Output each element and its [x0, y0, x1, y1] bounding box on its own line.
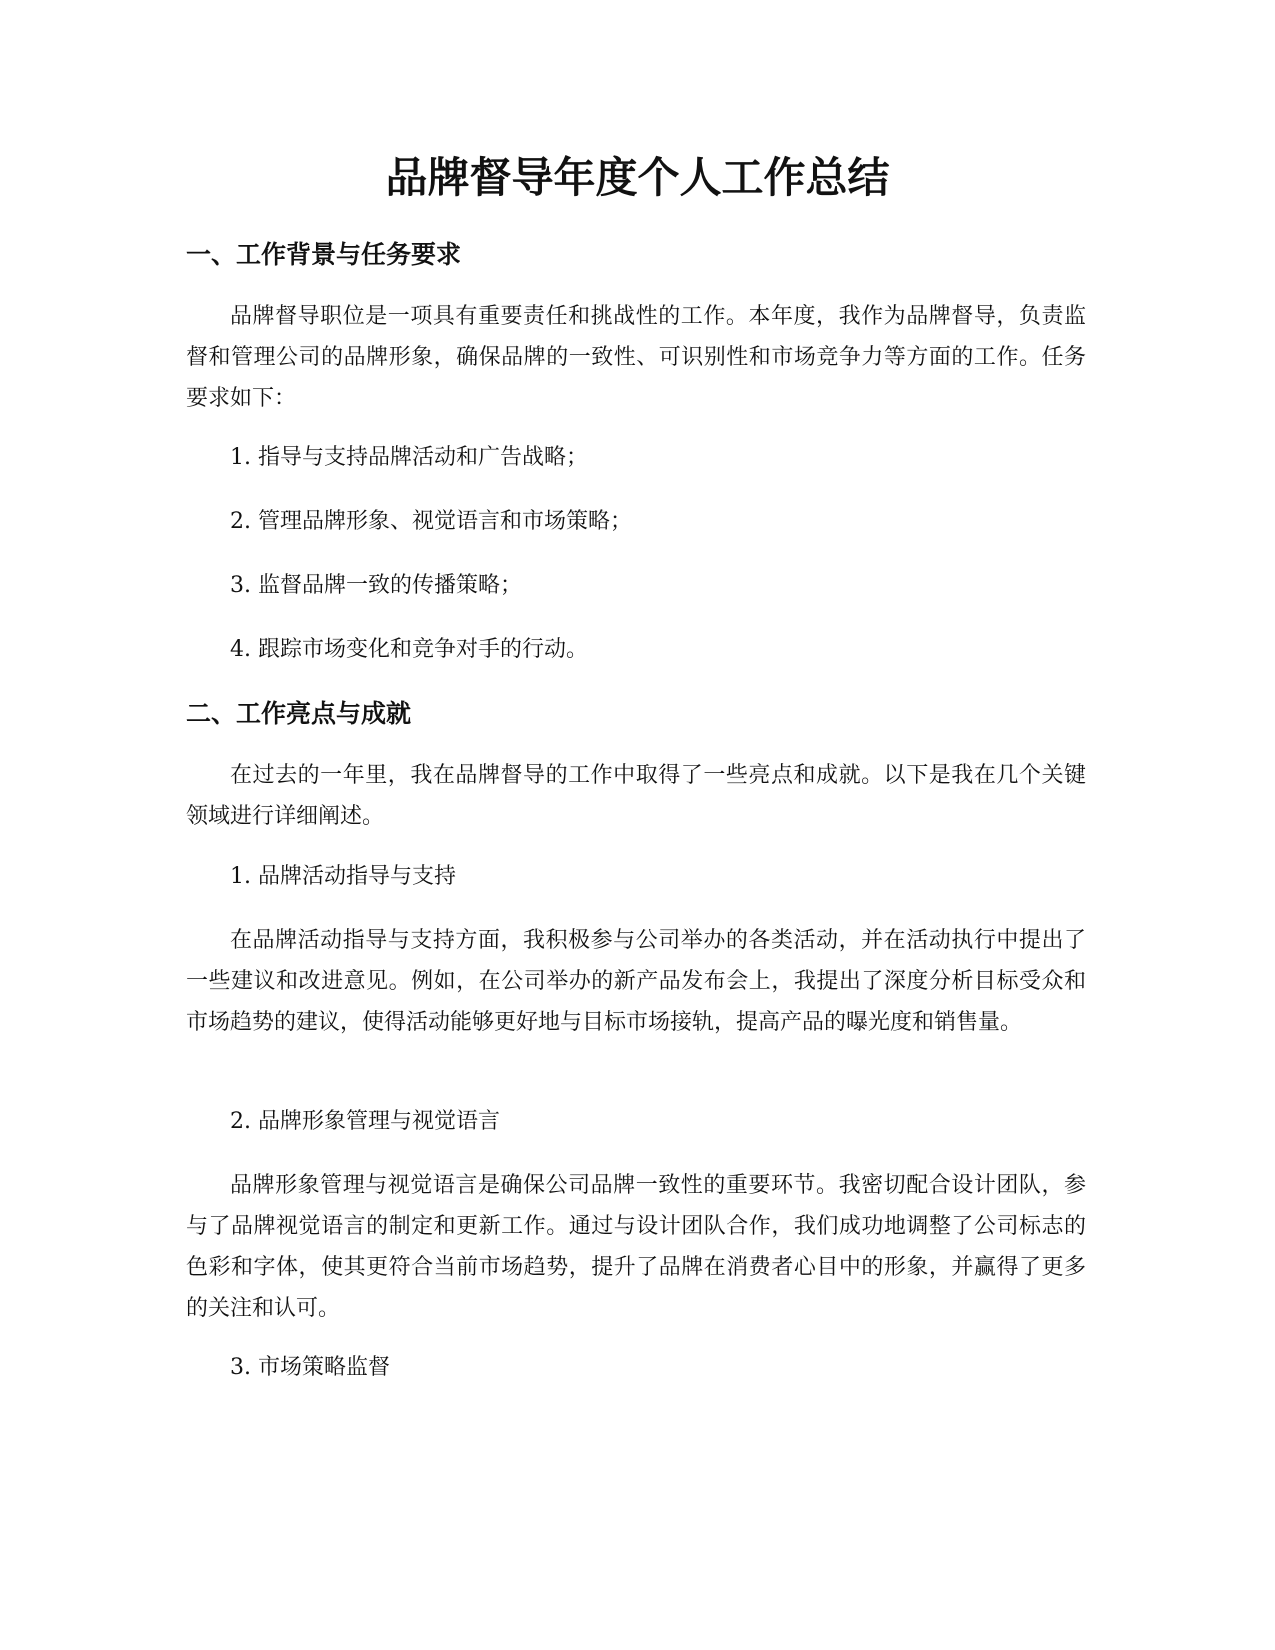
- achievements-intro-paragraph: 在过去的一年里，我在品牌督导的工作中取得了一些亮点和成就。以下是我在几个关键领域进行详细阐述。: [186, 763, 1086, 829]
- section-heading-background: 一、工作背景与任务要求: [186, 240, 462, 269]
- subsection-title-brand-activity: 1. 品牌活动指导与支持: [230, 864, 456, 889]
- task-item-1: 1. 指导与支持品牌活动和广告战略；: [230, 445, 588, 470]
- section-intro-paragraph: 品牌督导职位是一项具有重要责任和挑战性的工作。本年度，我作为品牌督导，负责监督和管理公司的品牌形象，确保品牌的一致性、可识别性和市场竞争力等方面的工作。任务要求如下：: [186, 304, 1086, 411]
- document-title: 品牌督导年度个人工作总结: [385, 153, 890, 202]
- subsection-title-market-strategy: 3. 市场策略监督: [230, 1355, 390, 1380]
- subsection-title-brand-image: 2. 品牌形象管理与视觉语言: [230, 1109, 500, 1134]
- task-item-2: 2. 管理品牌形象、视觉语言和市场策略；: [230, 509, 632, 534]
- task-item-3: 3. 监督品牌一致的传播策略；: [230, 573, 522, 598]
- brand-activity-paragraph: 在品牌活动指导与支持方面，我积极参与公司举办的各类活动，并在活动执行中提出了一些建议和改进意见。例如，在公司举办的新产品发布会上，我提出了深度分析目标受众和市场趋势的建议，使得活动能够更好地与目标市场接轨，提高产品的曝光度和销售量。: [186, 928, 1086, 1035]
- brand-image-paragraph: 品牌形象管理与视觉语言是确保公司品牌一致性的重要环节。我密切配合设计团队，参与了品牌视觉语言的制定和更新工作。通过与设计团队合作，我们成功地调整了公司标志的色彩和字体，使其更符合当前市场趋势，提升了品牌在消费者心目中的形象，并赢得了更多的关注和认可。: [186, 1173, 1086, 1321]
- section-heading-achievements: 二、工作亮点与成就: [186, 699, 412, 728]
- task-item-4: 4. 跟踪市场变化和竞争对手的行动。: [230, 637, 588, 662]
